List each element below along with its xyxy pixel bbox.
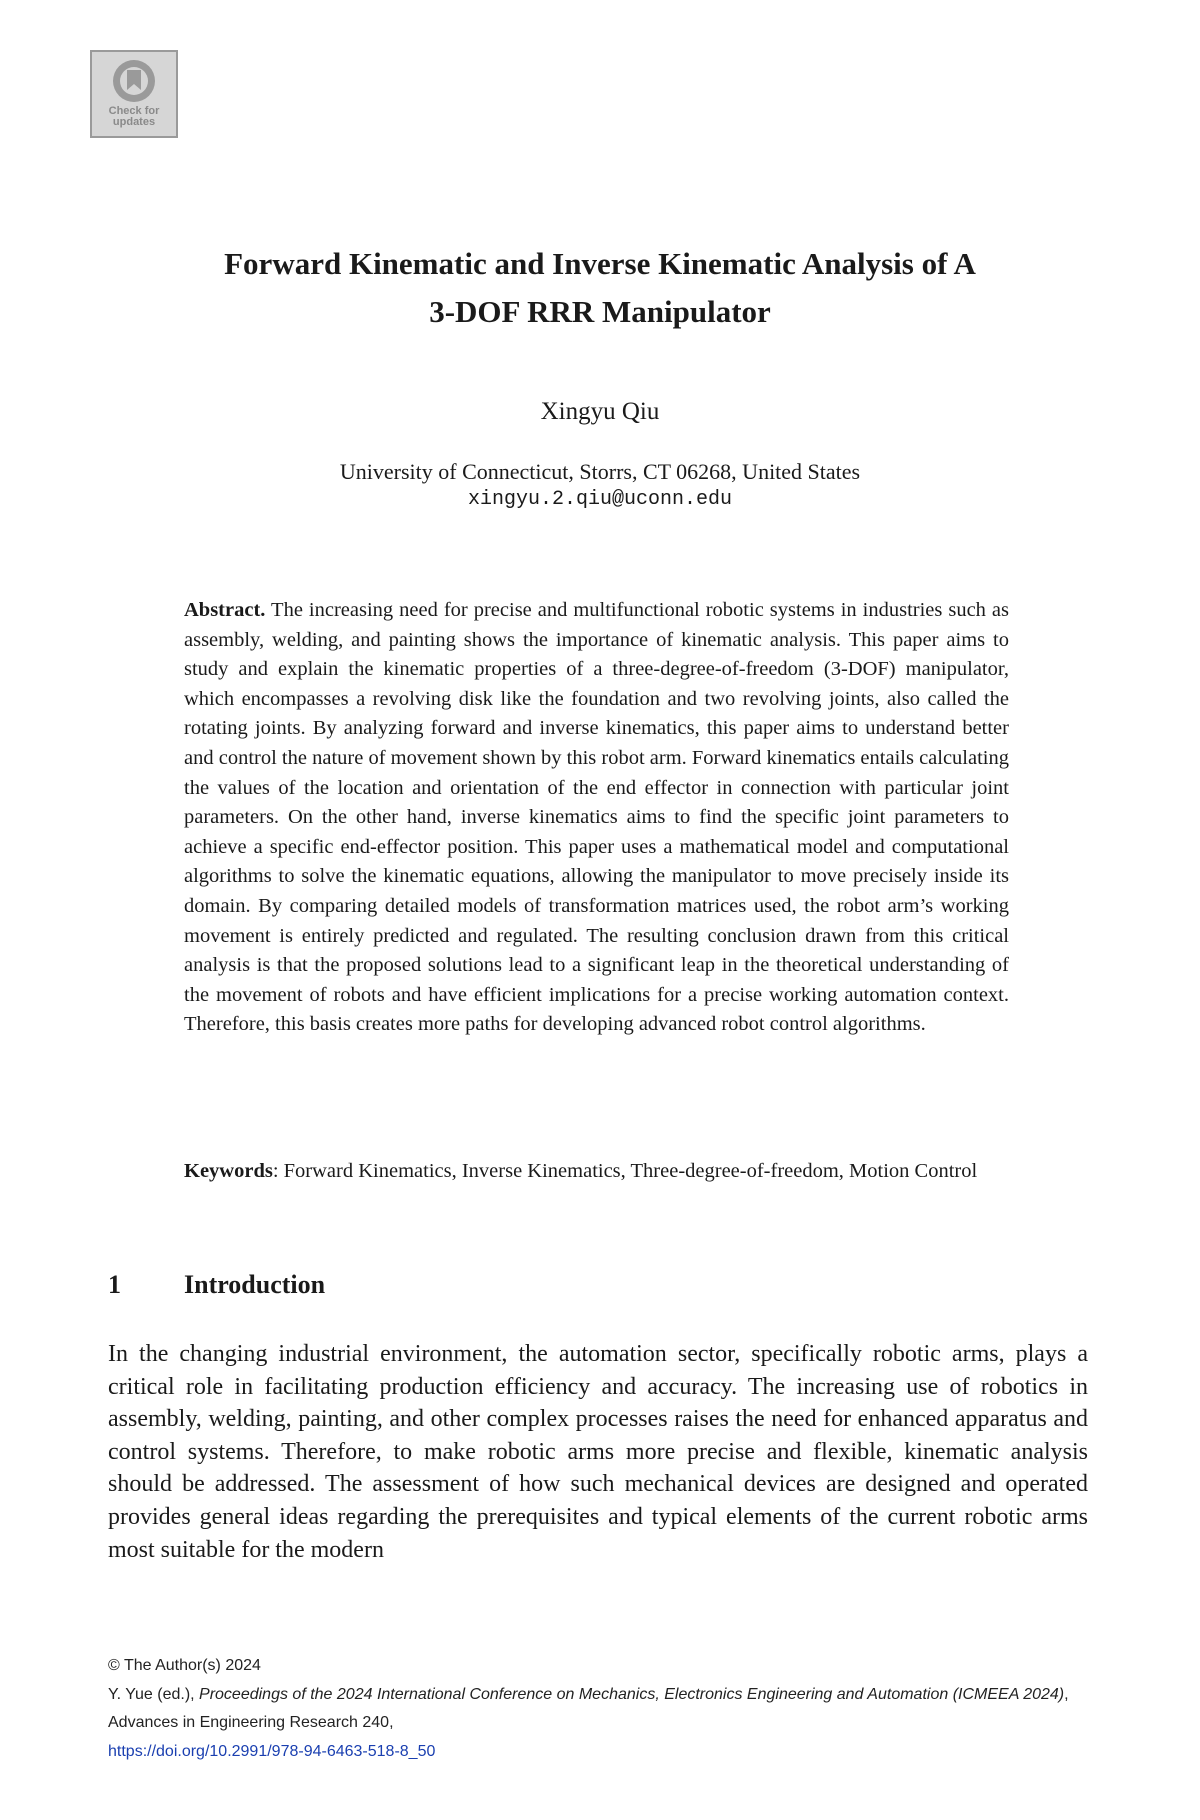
section-number: 1 bbox=[108, 1270, 121, 1299]
keywords bbox=[184, 1157, 1009, 1187]
bookmark-icon bbox=[111, 58, 157, 104]
title-line-1: Forward Kinematic and Inverse Kinematic Analysis of A bbox=[224, 246, 976, 281]
doi-link[interactable]: https://doi.org/10.2991/978-94-6463-518-8_50 bbox=[108, 1742, 436, 1760]
abstract-text: The increasing need for precise and multifunctional robotic systems in industries such as assembly, welding, and painting shows the importance of kinematic analysis. This paper aims to study and explain the kinematic properties of a three-degree-of-freedom (3-DOF) manipulator, which encompasses a revolving disk like the foundation and two revolving joints, also called the rotating joints. By analyzing forward and inverse kinematics, this paper aims to understand better and control the nature of movement shown by this robot arm. Forward kinematics entails calculating the values of the location and orientation of the end effector in connection with particular joint parameters. On the other hand, inverse kinematics aims to find the specific joint parameters to achieve a specific end-effector position. This paper uses a mathematical model and computational algorithms to solve the kinematic equations, allowing the manipulator to move precisely inside its domain. By comparing detailed models of transformation matrices used, the robot arm’s working movement is entirely predicted and regulated. The resulting conclusion drawn from this critical analysis is that the proposed solutions lead to a significant leap in the theoretical understanding of the movement of robots and have efficient implications for a precise working automation context. Therefore, this basis creates more paths for developing advanced robot control algorithms. bbox=[184, 599, 1009, 1036]
introduction-paragraph: In the changing industrial environment, the automation sector, specifically robotic arms, plays a critical role in facilitating production efficiency and accuracy. The increasing use of robotics in assembly, welding, painting, and other complex processes raises the need for enhanced apparatus and control systems. Therefore, to make robotic arms more precise and flexible, kinematic analysis should be addressed. The assessment of how such mechanical devices are designed and operated provides general ideas regarding the prerequisites and typical elements of the current robotic arms most suitable for the modern bbox=[108, 1341, 1088, 1563]
affiliation-block bbox=[0, 458, 1200, 514]
abstract-label: Abstract. bbox=[184, 599, 266, 621]
keywords-text: : Forward Kinematics, Inverse Kinematics, Three-degree-of-freedom, Motion Control bbox=[272, 1160, 978, 1182]
keywords-label: Keywords bbox=[184, 1160, 273, 1182]
title-line-2: 3-DOF RRR Manipulator bbox=[429, 294, 771, 329]
check-for-updates-badge[interactable] bbox=[90, 50, 178, 138]
author-name: Xingyu Qiu bbox=[540, 398, 660, 425]
author-email[interactable]: xingyu.2.qiu@uconn.edu bbox=[467, 488, 733, 511]
paper-title bbox=[100, 240, 1100, 336]
badge-label: Check for updates bbox=[108, 105, 160, 128]
copyright: © The Author(s) 2024 bbox=[108, 1657, 261, 1674]
section-title: Introduction bbox=[184, 1270, 326, 1299]
abstract bbox=[184, 596, 1009, 1040]
section-heading bbox=[108, 1268, 325, 1302]
citation bbox=[108, 1681, 1108, 1738]
affiliation: University of Connecticut, Storrs, CT 06268, United States bbox=[339, 459, 861, 484]
editor: Y. Yue (ed.), bbox=[108, 1685, 200, 1703]
proceedings-title: Proceedings of the 2024 International Conference on Mechanics, Electronics Engineering and Automation (ICMEEA 2024) bbox=[199, 1685, 1065, 1703]
footer bbox=[108, 1652, 1108, 1766]
series: , Advances in Engineering Research 240, bbox=[108, 1685, 1069, 1731]
